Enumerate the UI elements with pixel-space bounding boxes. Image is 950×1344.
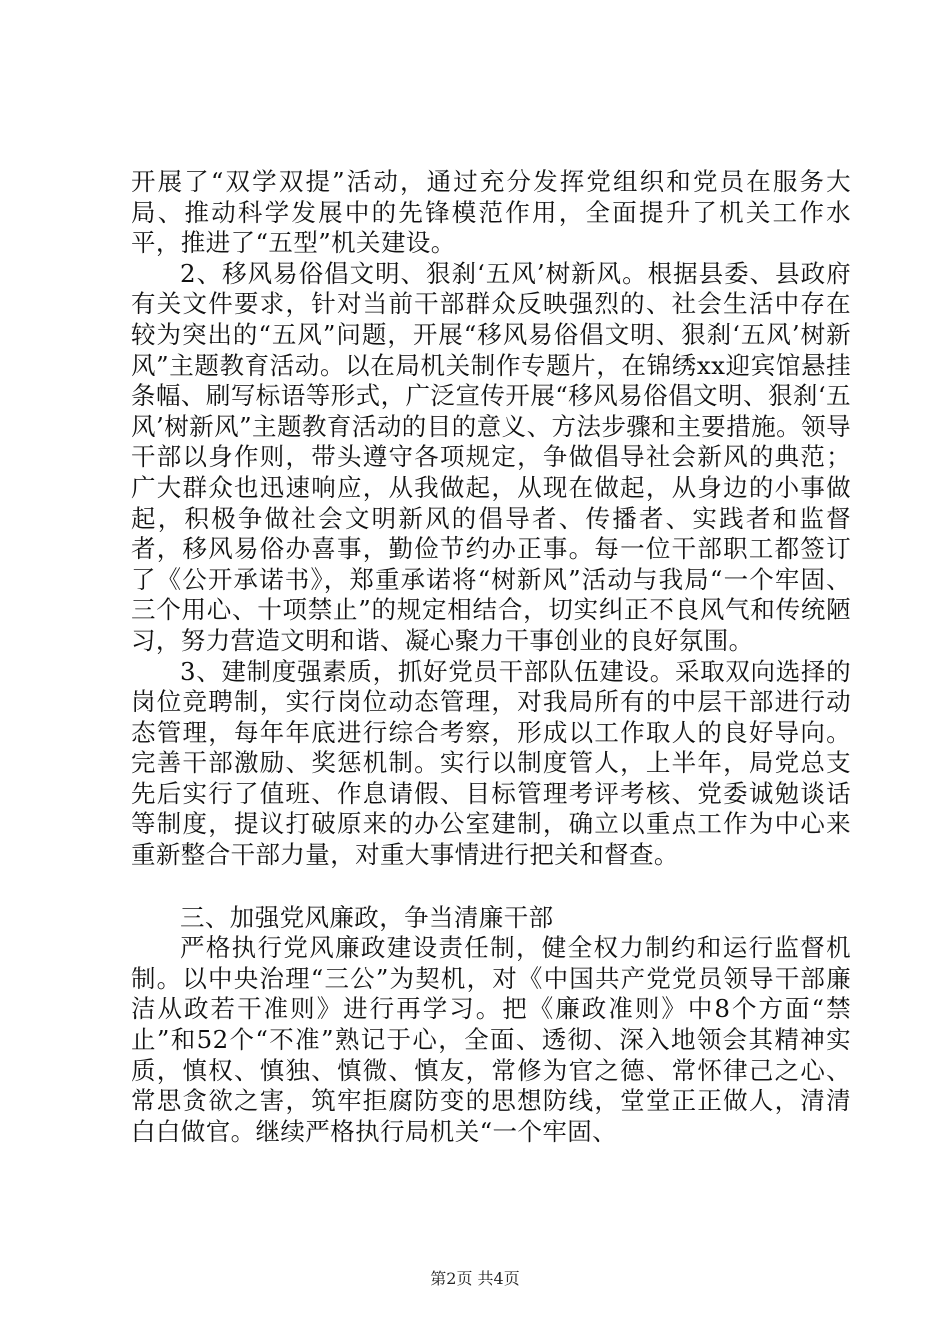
paragraph-item-3: 3、建制度强素质，抓好党员干部队伍建设。采取双向选择的岗位竞聘制，实行岗位动态管理，对我局所有的中层干部进行动态管理，每年年底进行综合考察，形成以工作取人的良好导向。完善干部激励、奖惩机制。实行以制度管人，上半年，局党总支先后实行了值班、作息请假、目标管理考评考核、党委诚勉谈话等制度，提议打破原来的办公室建制，确立以重点工作为中心来重新整合干部力量，对重大事情进行把关和督查。 [131,656,851,870]
paragraph-section-3: 严格执行党风廉政建设责任制，健全权力制约和运行监督机制。以中央治理“三公”为契机，对《中国共产党党员领导干部廉洁从政若干准则》进行再学习。把《廉政准则》中8个方面“禁止”和52个“不准”熟记于心，全面、透彻、深入地领会其精神实质，慎权、慎独、慎微、慎友，常修为官之德、常怀律己之心、常思贪欲之害，筑牢拒腐防变的思想防线，堂堂正正做人，清清白白做官。继续严格执行局机关“一个牢固、 [131,933,851,1146]
page-footer: 第2页 共4页 [430,1269,520,1288]
section-heading: 三、加强党风廉政，争当清廉干部 [180,902,554,932]
document-body [131,167,851,1147]
paragraph-continuation: 开展了“双学双提”活动，通过充分发挥党组织和党员在服务大局、推动科学发展中的先锋模范作用，全面提升了机关工作水平，推进了“五型”机关建设。 [131,167,851,258]
paragraph-item-2: 2、移风易俗倡文明、狠刹‘五风’树新风。根据县委、县政府有关文件要求，针对当前干部群众反映强烈的、社会生活中存在较为突出的“五风”问题，开展“移风易俗倡文明、狠刹‘五风’树新风”主题教育活动。以在局机关制作专题片，在锦绣xx迎宾馆悬挂条幅、刷写标语等形式，广泛宣传开展“移风易俗倡文明、狠刹‘五风’树新风”主题教育活动的目的意义、方法步骤和主要措施。领导干部以身作则，带头遵守各项规定，争做倡导社会新风的典范；广大群众也迅速响应，从我做起，从现在做起，从身边的小事做起，积极争做社会文明新风的倡导者、传播者、实践者和监督者，移风易俗办喜事，勤俭节约办正事。每一位干部职工都签订了《公开承诺书》，郑重承诺将“树新风”活动与我局“一个牢固、三个用心、十项禁止”的规定相结合，切实纠正不良风气和传统陋习，努力营造文明和谐、凝心聚力干事创业的良好氛围。 [131,258,851,655]
